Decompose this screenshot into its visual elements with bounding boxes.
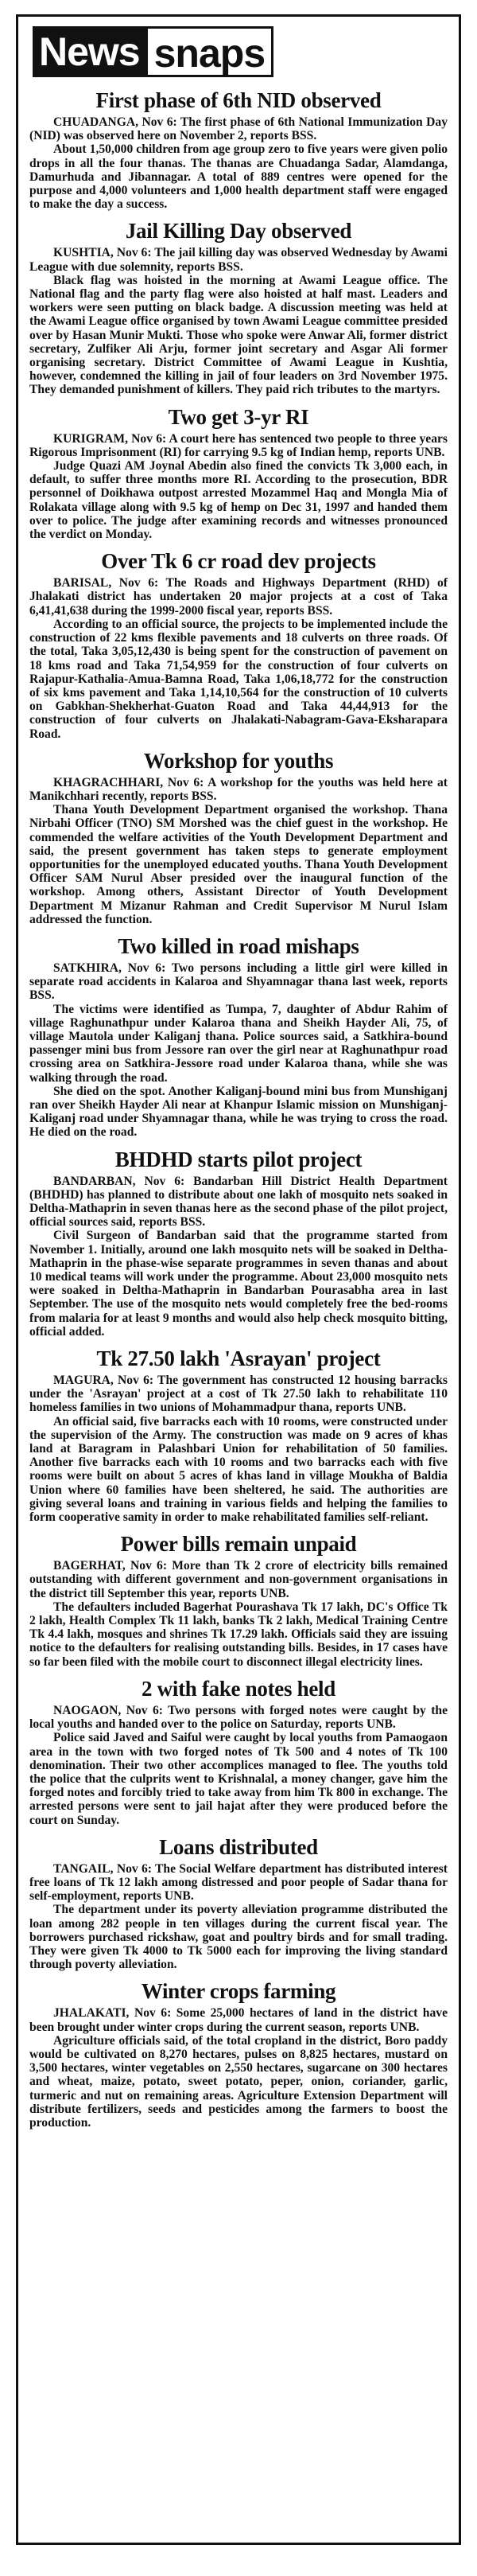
story-headline: First phase of 6th NID observed (95, 88, 382, 112)
news-story (29, 88, 448, 211)
story-body (29, 776, 448, 926)
story-lead-text: Nov 6: The Social Welfare department has distributed interest free loans of Tk 12 lakh among distressed and poor people of Sadar thana for self-employment, reports UNB. (29, 1861, 448, 1904)
story-headline: Workshop for youths (143, 748, 334, 773)
story-body (29, 115, 448, 211)
story-lead-text: Nov 6: The government has constructed 12 housing barracks under the 'Asrayan' project at a cost of Tk 27.50 lakh to rehabilitate 110 homeless families in two unions of Mohammadpur thana, reports UNB. (29, 1374, 448, 1415)
story-lead-text: Nov 6: Two persons with forged notes were caught by the local youths and handed over to the police on Saturday, reports UNB. (29, 1703, 448, 1732)
story-body (29, 2006, 448, 2130)
story-body (29, 246, 448, 396)
story-lead-text: Nov 6: More than Tk 2 crore of electricity bills remained outstanding with different government and non-government organisations in the district till September this year, reports UNB. (29, 1559, 448, 1600)
story-paragraph: Police said Javed and Saiful were caught by local youths from Pamaogaon area in the town with two forged notes of Tk 500 and 4 notes of Tk 100 denomination. Their two other accomplices managed to flee. The youths told the police that the culprits went to Krishnalal, a money changer, gave him the forged notes and forcibly tried to take away from him Tk 800 in exchange. The arrested persons were sent to jail hajat after they were produced before the court on Sunday. (29, 1731, 448, 1827)
story-headline: Two get 3-yr RI (168, 404, 309, 429)
masthead-news: News (33, 26, 148, 77)
news-story (29, 1979, 448, 2130)
story-lead-text: Nov 6: A court here has sentenced two people to three years Rigorous Imprisonment (RI) for carrying 9.5 kg of Indian hemp, reports UNB. (29, 431, 448, 459)
story-body (29, 1862, 448, 1972)
story-list (29, 88, 448, 2130)
story-dateline: CHUADANGA, (53, 115, 138, 129)
story-paragraph: The department under its poverty alleviation programme distributed the loan among 282 people in ten villages during the current fiscal year. The borrowers purchased rickshaw, goat and poultry birds and for small trading. They were given Tk 4000 to Tk 5000 each for improving the living standard through poverty alleviation. (29, 1903, 448, 1972)
story-body (29, 1704, 448, 1827)
news-story (29, 405, 448, 542)
story-lead-text: Nov 6: A workshop for the youths was held here at Manikchhari recently, reports BSS. (29, 775, 448, 803)
story-headline: Two killed in road mishaps (118, 933, 359, 958)
story-paragraph (29, 246, 448, 273)
masthead (33, 26, 448, 77)
story-dateline: TANGAIL, (53, 1861, 114, 1876)
story-headline: Jail Killing Day observed (125, 219, 352, 244)
news-snaps-clipping (16, 14, 461, 2545)
story-paragraph (29, 2006, 448, 2033)
story-paragraph: About 1,50,000 children from age group zero to five years were given polio drops in all the four thanas. The thanas are Chuadanga Sadar, Alamdanga, Damurhuda and Jibannagar. A total of 889 centres were opened for the purpose and 4,000 volunteers and 1,000 health department staff were engaged to make the day a success. (29, 142, 448, 212)
story-paragraph: An official said, five barracks each with 10 rooms, were constructed under the supervision of the Army. The construction was made on 9 acres of khas land at Baragram in Palashbari Union for rehabilitation of 50 families. Another five barracks each with 10 rooms and two barracks each with five rooms were built on about 5 acres of khas land in village Moukha of Baldia Union where 60 families have been sheltered, he said. The authorities are giving several loans and training in various fields and helping the families to form cooperative samity in order to make rehabilitated families self-reliant. (29, 1414, 448, 1525)
story-lead-text: Nov 6: The jail killing day was observed Wednesday by Awami League with due solemnity, reports BSS. (29, 246, 448, 274)
story-paragraph (29, 115, 448, 142)
story-body (29, 961, 448, 1140)
news-story (29, 1346, 448, 1524)
story-headline: Tk 27.50 lakh 'Asrayan' project (96, 1346, 381, 1371)
story-body (29, 1559, 448, 1669)
news-story (29, 1677, 448, 1827)
story-lead-text: Nov 6: Two persons including a little girl were killed in separate road accidents in Kalaroa and Shyamnagar thana last week, reports BSS. (29, 961, 448, 1003)
story-body (29, 576, 448, 740)
story-dateline: SATKHIRA, (53, 961, 122, 975)
story-headline: Power bills remain unpaid (120, 1532, 357, 1557)
news-story (29, 219, 448, 396)
story-lead-text: Nov 6: Bandarban Hill District Health Department (BHDHD) has planned to distribute about one lakh of mosquito nets soaked in Deltha-Mathaprin in seven thanas here as the second phase of the pilot project, official sources said, reports BSS. (29, 1174, 448, 1230)
story-paragraph: The victims were identified as Tumpa, 7, daughter of Abdur Rahim of village Raghunathpur under Kalaroa thana and Sheikh Hayder Ali, 75, of village Mautola under Kaliganj thana. Police sources said, a Satkhira-bound passenger mini bus from Jessore ran over the girl near at Raghunathpur road crossing area on Satkhira-Jessore road under Kalaroa thana, while she was walking through the road. (29, 1002, 448, 1085)
news-story (29, 749, 448, 926)
news-story (29, 1532, 448, 1669)
story-paragraph: Judge Quazi AM Joynal Abedin also fined the convicts Tk 3,000 each, in default, to suffer three months more RI. According to the prosecution, BDR personnel of Doikhawa outpost arrested Mozammel Haq and Mongla Mia of Rolakata village along with 9.5 kg of hemp on Dec 31, 1997 and handed them over to police. The judge after examining records and witnesses pronounced the verdict on Monday. (29, 459, 448, 542)
story-body (29, 1374, 448, 1524)
news-story (29, 1835, 448, 1972)
story-paragraph (29, 776, 448, 803)
story-paragraph: Agriculture officials said, of the total cropland in the district, Boro paddy would be cultivated on 8,270 hectares, pulses on 8,825 hectares, mustard on 3,500 hectares, winter vegetables on 2,550 hectares, sugarcane on 300 hectares and wheat, maize, potato, sweet potato, peper, onion, coriander, garlic, turmeric and nut on remaining areas. Agriculture Extension Department will distribute fertilizers, seeds and pesticides among the farmers to boost the production. (29, 2033, 448, 2130)
masthead-snaps: snaps (148, 26, 274, 77)
story-dateline: KUSHTIA, (53, 246, 114, 260)
story-body (29, 1175, 448, 1339)
story-paragraph: Thana Youth Development Department organised the workshop. Thana Nirbahi Officer (TNO) SM Morshed was the chief guest in the workshop. He commended the welfare activities of the Youth Development Department and said, the present government has taken steps to generate employment opportunities for the unemployed educated youths. Thana Youth Development Officer SAM Nurul Abser presided over the inaugural function of the workshop. Among others, Assistant Director of Youth Development Department M Mizanur Rahman and Credit Supervisor M Nurul Islam addressed the function. (29, 803, 448, 926)
story-headline: Over Tk 6 cr road dev projects (101, 549, 376, 574)
story-body (29, 432, 448, 542)
story-dateline: BAGERHAT, (53, 1559, 126, 1573)
story-dateline: JHALAKATI, (53, 2006, 130, 2021)
news-story (29, 934, 448, 1140)
story-paragraph (29, 576, 448, 618)
story-headline: BHDHD starts pilot project (114, 1147, 363, 1171)
story-dateline: MAGURA, (53, 1374, 114, 1388)
news-story (29, 1148, 448, 1339)
story-paragraph (29, 1175, 448, 1230)
story-paragraph: Black flag was hoisted in the morning at Awami League office. The National flag and the party flag were also hoisted at half mast. Leaders and workers were seen putting on black badge. A discussion meeting was held at the Awami League office organised by town Awami League committee presided over by Hasan Munir Mukti. Those who spoke were Anwar Ali, former district secretary, Zulfiker Ali Arju, former joint secretary and Asgar Ali former organising secretary. District Committee of Awami League in Kushtia, however, condemned the killing in jail of four leaders on 3rd November 1975. They demanded punishment of killers. They paid rich tributes to the martyrs. (29, 273, 448, 397)
story-dateline: KURIGRAM, (53, 431, 128, 446)
story-headline: 2 with fake notes held (142, 1676, 335, 1701)
story-dateline: BANDARBAN, (53, 1174, 136, 1188)
story-lead-text: Nov 6: The first phase of 6th National Immunization Day (NID) was observed here on November 2, reports BSS. (29, 115, 448, 143)
story-paragraph: She died on the spot. Another Kaliganj-bound mini bus from Munshiganj ran over Sheikh Hayder Ali near at Khanpur Islamic mission on Munshiganj-Kaliganj road under Shyamnagar thana, while he was trying to cross the road. He died on the road. (29, 1084, 448, 1140)
story-paragraph: According to an official source, the projects to be implemented include the construction of 22 kms flexible pavements and 18 culverts on three roads. Of the total, Taka 3,05,12,430 is being spent for the construction of pavement on 18 kms road and Taka 71,54,959 for the construction of four culverts on Rajapur-Kathalia-Amua-Bamna Road, Taka 1,06,18,772 for the construction of six kms pavement and Taka 1,14,10,564 for the construction of 10 culverts on Gabkhan-Shekherhat-Guaton Road and Taka 44,44,913 for the construction of four culverts on Jhalakati-Nabagram-Gava-Eksharapara Road. (29, 617, 448, 741)
story-paragraph: The defaulters included Bagerhat Pourashava Tk 17 lakh, DC's Office Tk 2 lakh, Health Complex Tk 11 lakh, banks Tk 2 lakh, Medical Training Centre Tk 4.4 lakh, mosques and shrines Tk 17.29 lakh. Officials said they are issuing notice to the defaulters for realising outstanding bills. Besides, in 17 cases have so far been filed with the mobile court to disconnect illegal electricity lines. (29, 1600, 448, 1669)
story-paragraph (29, 1374, 448, 1415)
story-paragraph (29, 1704, 448, 1731)
story-lead-text: Nov 6: Some 25,000 hectares of land in the district have been brought under winter crops during the current season, reports UNB. (29, 2006, 448, 2034)
story-headline: Loans distributed (159, 1834, 318, 1859)
story-lead-text: Nov 6: The Roads and Highways Department (RHD) of Jhalakati district has undertaken 20 major projects at a cost of Taka 6,41,41,638 during the 1999-2000 fiscal year, reports BSS. (29, 576, 448, 618)
story-paragraph (29, 961, 448, 1003)
story-headline: Winter crops farming (141, 1979, 336, 2004)
story-paragraph (29, 1559, 448, 1600)
story-dateline: NAOGAON, (53, 1703, 122, 1717)
story-paragraph: Civil Surgeon of Bandarban said that the programme started from November 1. Initially, around one lakh mosquito nets will be soaked in Deltha-Mathaprin in the phase-wise separate programmes in seven thanas and about 10 medical teams will work under the programme. About 23,000 mosquito nets were soaked in Deltha-Mathaprin in Bandarban Pourasabha area in last September. The use of the mosquito nets would completely free the bed-rooms from malaria for at least 9 months and would also help check mosquito bitting, official added. (29, 1229, 448, 1339)
news-story (29, 549, 448, 740)
story-paragraph (29, 432, 448, 459)
story-paragraph (29, 1862, 448, 1904)
story-dateline: KHAGRACHHARI, (53, 775, 164, 789)
story-dateline: BARISAL, (53, 576, 112, 590)
